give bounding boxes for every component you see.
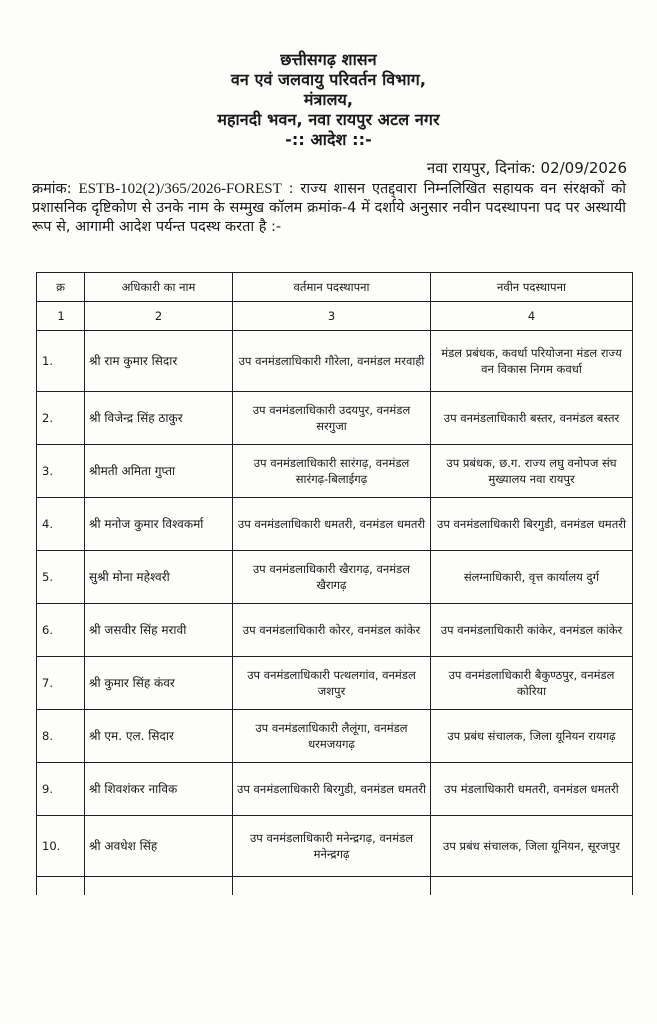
office-address: महानदी भवन, नवा रायपुर अटल नगर (217, 110, 440, 129)
place-date-line: नवा रायपुर, दिनांक: 02/09/2026 (426, 159, 627, 177)
column-index: 2 (85, 302, 233, 331)
officer-name: सुश्री मोना महेश्वरी (85, 551, 233, 604)
order-paragraph (32, 180, 626, 237)
serial-number: 3. (37, 445, 85, 498)
table-header-row (37, 273, 633, 302)
officer-name: श्री जसवीर सिंह मरावी (85, 604, 233, 657)
new-posting: उप प्रबंध संचालक, जिला यूनियन, सूरजपुर (431, 816, 633, 877)
table-row-continuation (37, 877, 633, 896)
current-posting: उप वनमंडलाधिकारी सारंगढ़, वनमंडल सारंगढ़-बिलाईगढ़ (233, 445, 431, 498)
order-text: : राज्य शासन एतद्द्वारा निम्नलिखित सहायक वन संरक्षकों को प्रशासनिक दृष्टिकोण से उनके नाम के सम्मुख कॉलम क्रमांक-4 में दर्शाये अनुसार नवीन पदस्थापना पद पर अस्थायी रूप से, आगामी आदेश पर्यन्त पदस्थ करता है :- (32, 181, 627, 235)
officer-name: श्रीमती अमिता गुप्ता (85, 445, 233, 498)
officer-name: श्री राम कुमार सिदार (85, 331, 233, 392)
serial-number: 7. (37, 657, 85, 710)
col-header-new-posting: नवीन पदस्थापना (431, 273, 633, 302)
table-row (37, 551, 633, 604)
current-posting: उप वनमंडलाधिकारी लैलूंगा, वनमंडल धरमजयगढ़ (233, 710, 431, 763)
document-header (0, 50, 657, 150)
order-ref-number: ESTB-102(2)/365/2026-FOREST (78, 181, 282, 197)
table-row (37, 763, 633, 816)
current-posting: उप वनमंडलाधिकारी धमतरी, वनमंडल धमतरी (233, 498, 431, 551)
department-name: वन एवं जलवायु परिवर्तन विभाग, (230, 70, 427, 89)
officer-name: श्री एम. एल. सिदार (85, 710, 233, 763)
new-posting: उप वनमंडलाधिकारी बैकुण्ठपुर, वनमंडल कोरिया (431, 657, 633, 710)
order-ref-prefix: क्रमांक: (32, 181, 72, 197)
table-row (37, 445, 633, 498)
current-posting: उप वनमंडलाधिकारी मनेन्द्रगढ़, वनमंडल मनेन्द्रगढ़ (233, 816, 431, 877)
serial-number: 8. (37, 710, 85, 763)
ministry-name: मंत्रालय, (303, 90, 354, 109)
order-title: -:: आदेश ::- (285, 130, 372, 149)
table-row (37, 604, 633, 657)
empty-cell (85, 877, 233, 896)
new-posting: उप प्रबंध संचालक, जिला यूनियन रायगढ़ (431, 710, 633, 763)
column-index: 4 (431, 302, 633, 331)
officer-name: श्री कुमार सिंह कंवर (85, 657, 233, 710)
table-row (37, 816, 633, 877)
table-row (37, 657, 633, 710)
current-posting: उप वनमंडलाधिकारी पत्थलगांव, वनमंडल जशपुर (233, 657, 431, 710)
new-posting: उप वनमंडलाधिकारी बिरगुडी, वनमंडल धमतरी (431, 498, 633, 551)
new-posting: उप मंडलाधिकारी धमतरी, वनमंडल धमतरी (431, 763, 633, 816)
new-posting: उप प्रबंधक, छ.ग. राज्य लघु वनोपज संघ मुख्यालय नवा रायपुर (431, 445, 633, 498)
officer-name: श्री शिवशंकर नाविक (85, 763, 233, 816)
empty-cell (431, 877, 633, 896)
serial-number: 1. (37, 331, 85, 392)
serial-number: 9. (37, 763, 85, 816)
officer-name: श्री अवधेश सिंह (85, 816, 233, 877)
government-name: छत्तीसगढ़ शासन (280, 50, 377, 69)
serial-number: 10. (37, 816, 85, 877)
officer-name: श्री मनोज कुमार विश्वकर्मा (85, 498, 233, 551)
current-posting: उप वनमंडलाधिकारी कोरर, वनमंडल कांकेर (233, 604, 431, 657)
col-header-serial: क्र (37, 273, 85, 302)
current-posting: उप वनमंडलाधिकारी गौरेला, वनमंडल मरवाही (233, 331, 431, 392)
empty-cell (37, 877, 85, 896)
column-index-row (37, 302, 633, 331)
serial-number: 2. (37, 392, 85, 445)
table-row (37, 392, 633, 445)
empty-cell (233, 877, 431, 896)
new-posting: संलग्नाधिकारी, वृत्त कार्यालय दुर्ग (431, 551, 633, 604)
new-posting: उप वनमंडलाधिकारी कांकेर, वनमंडल कांकेर (431, 604, 633, 657)
officer-name: श्री विजेन्द्र सिंह ठाकुर (85, 392, 233, 445)
current-posting: उप वनमंडलाधिकारी उदयपुर, वनमंडल सरगुजा (233, 392, 431, 445)
column-index: 3 (233, 302, 431, 331)
table-row (37, 498, 633, 551)
col-header-officer-name: अधिकारी का नाम (85, 273, 233, 302)
table-row (37, 710, 633, 763)
transfer-table (36, 272, 633, 895)
current-posting: उप वनमंडलाधिकारी खैरागढ़, वनमंडल खैरागढ़ (233, 551, 431, 604)
serial-number: 4. (37, 498, 85, 551)
col-header-current-posting: वर्तमान पदस्थापना (233, 273, 431, 302)
current-posting: उप वनमंडलाधिकारी बिरगुडी, वनमंडल धमतरी (233, 763, 431, 816)
column-index: 1 (37, 302, 85, 331)
serial-number: 6. (37, 604, 85, 657)
table-row (37, 331, 633, 392)
serial-number: 5. (37, 551, 85, 604)
new-posting: मंडल प्रबंधक, कवर्धा परियोजना मंडल राज्य वन विकास निगम कवर्धा (431, 331, 633, 392)
new-posting: उप वनमंडलाधिकारी बस्तर, वनमंडल बस्तर (431, 392, 633, 445)
